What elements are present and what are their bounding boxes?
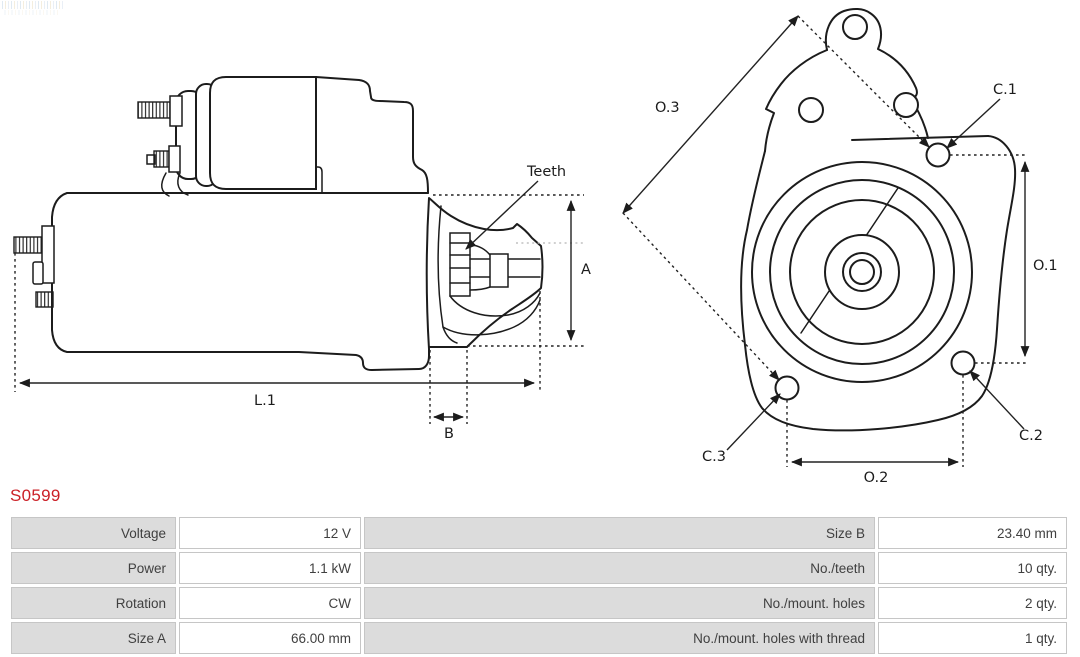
spec-value: 1 qty.: [878, 622, 1067, 654]
terminal-block: [33, 262, 43, 284]
shaft-collar: [490, 254, 508, 287]
ear-hole-left: [799, 98, 823, 122]
teeth-label: Teeth: [527, 164, 567, 180]
spec-value: 1.1 kW: [179, 552, 361, 584]
part-number: S0599: [10, 486, 61, 505]
dim-o1-extensions: [950, 155, 1028, 363]
solenoid-body: [210, 77, 316, 189]
table-row: [11, 622, 1067, 654]
spec-value: 66.00 mm: [179, 622, 361, 654]
spec-value: 12 V: [179, 517, 361, 549]
terminal-stud: [36, 292, 53, 307]
solenoid-stud-nut: [169, 146, 180, 172]
c1-pointer: [947, 99, 1000, 148]
terminal-block: [42, 226, 54, 283]
spec-label: Size A: [11, 622, 176, 654]
spec-value: 23.40 mm: [878, 517, 1067, 549]
dim-label-c2: C.2: [1019, 428, 1043, 444]
dim-b-extensions: [430, 350, 467, 424]
flange-top-edge: [852, 136, 988, 140]
spec-value: 2 qty.: [878, 587, 1067, 619]
mount-hole-c2: [952, 352, 975, 375]
spec-value: CW: [179, 587, 361, 619]
spec-label: No./mount. holes: [364, 587, 875, 619]
mount-hole-c1: [927, 144, 950, 167]
motor-body-outline: [52, 193, 429, 370]
ear-hole-right: [894, 93, 918, 117]
terminal-stud: [14, 237, 42, 253]
solenoid-stud-nut: [170, 96, 182, 126]
spec-label: No./mount. holes with thread: [364, 622, 875, 654]
spec-label: No./teeth: [364, 552, 875, 584]
table-row: [11, 517, 1067, 549]
dim-label-a: A: [581, 262, 591, 278]
dim-label-b: B: [444, 426, 454, 442]
solenoid-bracket: [316, 77, 428, 193]
solenoid-stud: [138, 102, 170, 118]
table-row: [11, 587, 1067, 619]
side-view: [14, 77, 591, 442]
c3-pointer: [727, 394, 780, 450]
spec-label: Voltage: [11, 517, 176, 549]
dim-label-o2: O.2: [863, 470, 889, 486]
dim-label-c1: C.1: [993, 82, 1017, 98]
dim-label-o1: O.1: [1033, 258, 1058, 274]
shaft-center-circle: [850, 260, 874, 284]
spec-label: Rotation: [11, 587, 176, 619]
tab-hole: [843, 15, 867, 39]
table-row: [11, 552, 1067, 584]
dim-label-c3: C.3: [702, 449, 726, 465]
dim-label-o3: O.3: [655, 100, 680, 116]
solenoid-stud: [154, 151, 169, 167]
spec-label: Power: [11, 552, 176, 584]
dim-label-l1: L.1: [254, 393, 276, 409]
spec-label: Size B: [364, 517, 875, 549]
drive-housing-outline: [427, 198, 543, 349]
dome-right-outline: [826, 9, 928, 138]
dim-o3-arrow: [623, 16, 798, 213]
specs-table: [8, 514, 1070, 657]
teeth-pointer: [466, 181, 538, 249]
drive-housing-lower-curve: [443, 300, 540, 335]
spec-value: 10 qty.: [878, 552, 1067, 584]
front-view: [623, 9, 1058, 486]
